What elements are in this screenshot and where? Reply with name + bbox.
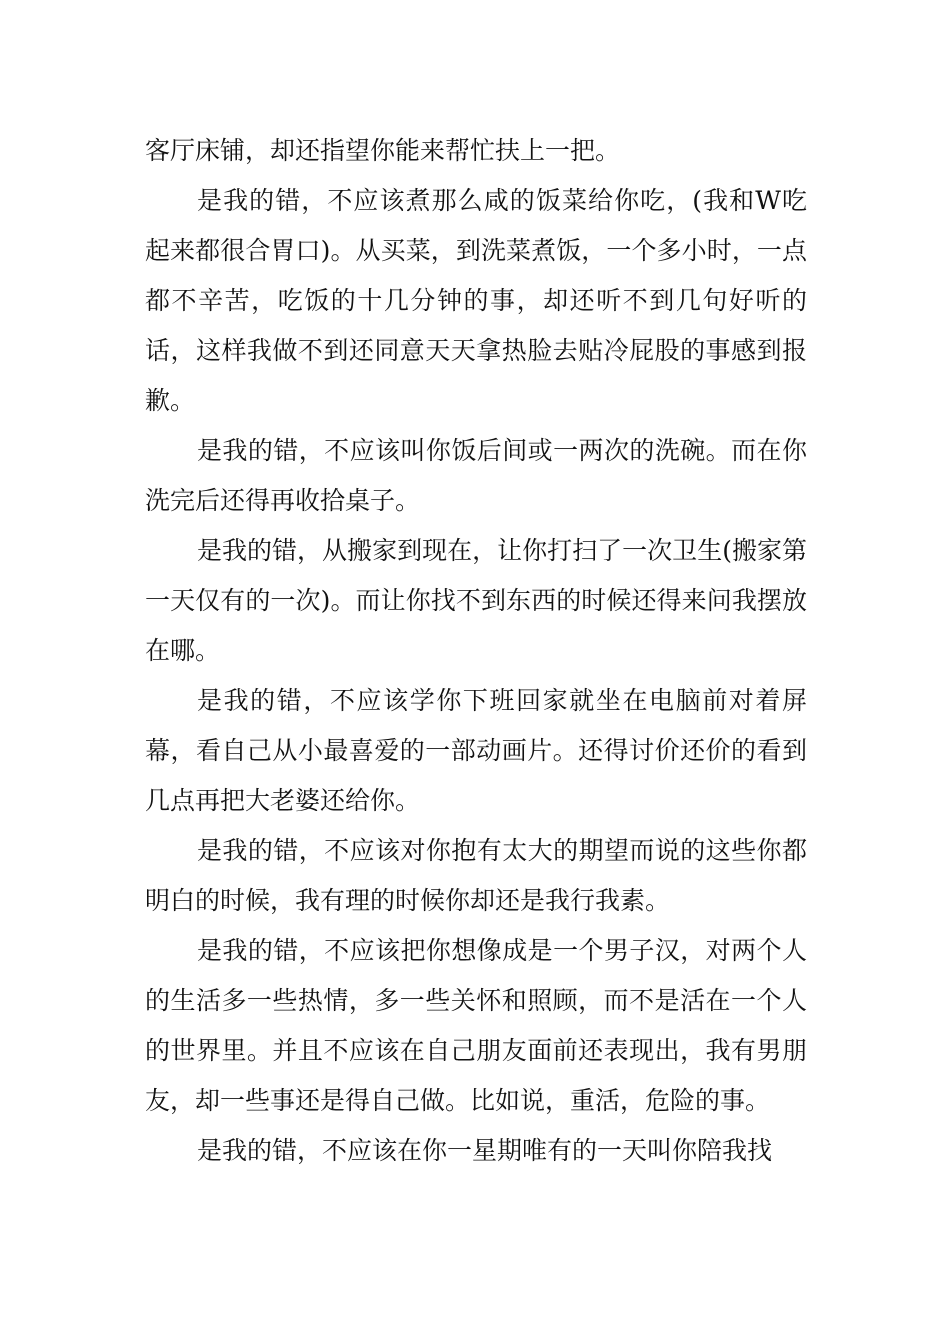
paragraph-1: 客厅床铺，却还指望你能来帮忙扶上一把。: [145, 136, 621, 165]
paragraph-6: 是我的错，不应该对你抱有太大的期望而说的这些你都明白的时候，我有理的时候你却还是我行我素。: [145, 836, 807, 915]
paragraph-2: 是我的错，不应该煮那么咸的饭菜给你吃，(我和W吃起来都很合胃口)。从买菜，到洗菜煮饭，一个多小时，一点都不辛苦，吃饭的十几分钟的事，却还听不到几句好听的话，这样我做不到还同意天天拿热脸去贴冷屁股的事感到报歉。: [145, 186, 807, 415]
paragraph-3: 是我的错，不应该叫你饭后间或一两次的洗碗。而在你洗完后还得再收拾桌子。: [145, 436, 807, 515]
paragraph-8: 是我的错，不应该在你一星期唯有的一天叫你陪我找: [197, 1136, 773, 1165]
paragraph-7: 是我的错，不应该把你想像成是一个男子汉，对两个人的生活多一些热情，多一些关怀和照顾，而不是活在一个人的世界里。并且不应该在自己朋友面前还表现出，我有男朋友，却一些事还是得自己做。比如说，重活，危险的事。: [145, 936, 807, 1115]
paragraph-5: 是我的错，不应该学你下班回家就坐在电脑前对着屏幕，看自己从小最喜爱的一部动画片。还得讨价还价的看到几点再把大老婆还给你。: [145, 686, 807, 815]
document-page: [145, 126, 807, 1176]
paragraph-4: 是我的错，从搬家到现在，让你打扫了一次卫生(搬家第一天仅有的一次)。而让你找不到东西的时候还得来问我摆放在哪。: [145, 536, 807, 665]
